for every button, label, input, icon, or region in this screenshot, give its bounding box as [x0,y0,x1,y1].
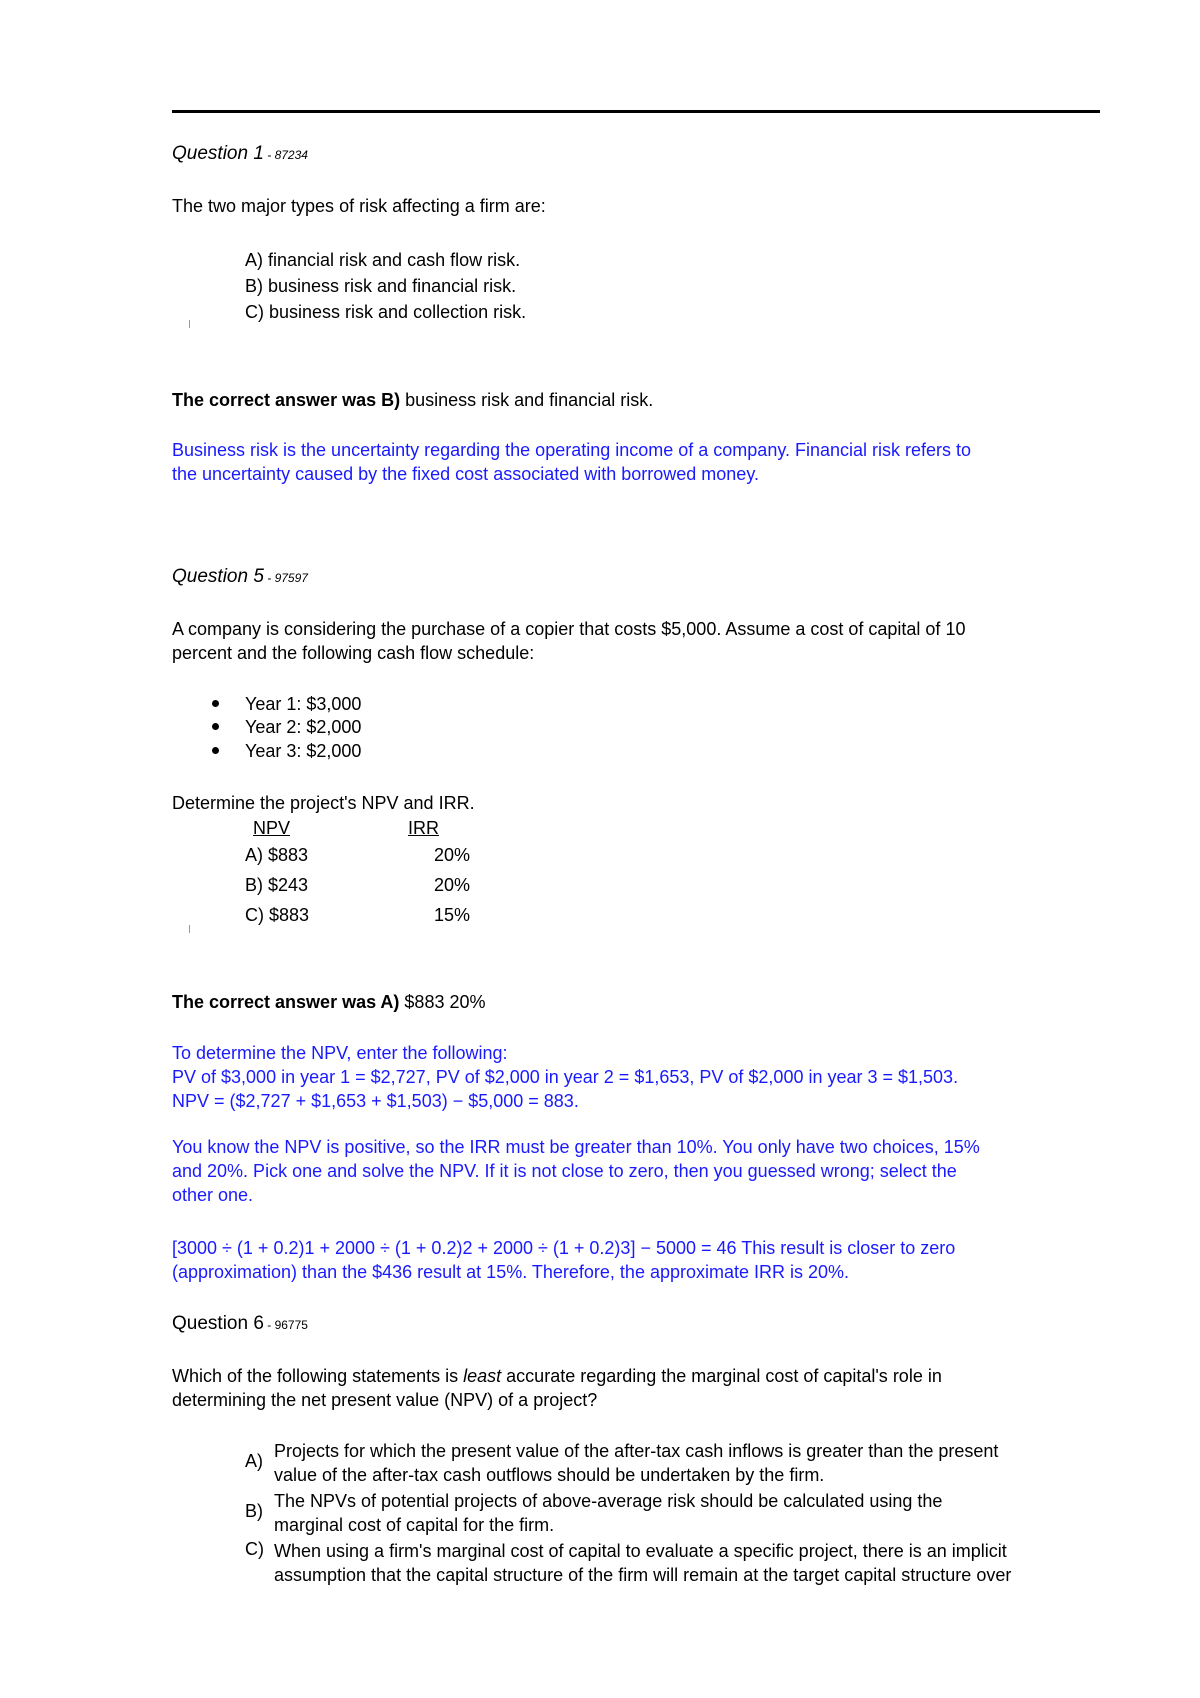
question-6-heading [172,1312,308,1337]
question-5-prompt-line-1: A company is considering the purchase of a copier that costs $5,000. Assume a cost of capital of 10 [172,619,966,639]
question-1-prompt: The two major types of risk affecting a firm are: [172,196,546,216]
bullet-icon [212,700,219,707]
question-5-explanation-3-line-1: [3000 ÷ (1 + 0.2)1 + 2000 ÷ (1 + 0.2)2 + 2000 ÷ (1 + 0.2)3] − 5000 = 46 This result is closer to zero [172,1238,956,1258]
question-5-explanation-1-line-2: PV of $3,000 in year 1 = $2,727, PV of $2,000 in year 2 = $1,653, PV of $2,000 in year 3 = $1,503. [172,1067,959,1087]
question-1-option-a: A) financial risk and cash flow risk. [245,250,521,270]
question-6-option-c-line-2: assumption that the capital structure of the firm will remain at the target capital structure over [274,1565,1012,1585]
question-6-prompt-line-1 [172,1364,942,1388]
question-6-prompt-emphasis: least [463,1366,502,1386]
question-1-explanation-line-1: Business risk is the uncertainty regarding the operating income of a company. Financial risk refers to [172,440,972,460]
question-5-bullet-3: Year 3: $2,000 [245,741,362,761]
question-1-explanation-line-2: the uncertainty caused by the fixed cost associated with borrowed money. [172,464,759,484]
question-5-label: Question 5 [172,566,264,587]
question-5-answer-text: $883 20% [399,992,486,1012]
top-rule [172,110,1100,113]
question-5-explanation-1-line-1: To determine the NPV, enter the following: [172,1043,508,1063]
question-1-answer-text: business risk and financial risk. [400,390,654,410]
question-6-option-a-line-1: Projects for which the present value of the after-tax cash inflows is greater than the present [274,1441,999,1461]
option-marker [189,320,190,328]
question-6-id: - 96775 [263,1318,308,1332]
bullet-icon [212,723,219,730]
question-5-explanation-2-line-3: other one. [172,1185,254,1205]
question-5-answer [172,990,486,1014]
question-5-explanation-3-line-2: (approximation) than the $436 result at 15%. Therefore, the approximate IRR is 20%. [172,1262,850,1282]
question-5-explanation-2-line-1: You know the NPV is positive, so the IRR must be greater than 10%. You only have two choices, 15% [172,1137,980,1157]
question-1-option-c: C) business risk and collection risk. [245,302,527,322]
option-marker [189,925,190,933]
question-5-explanation-2-line-2: and 20%. Pick one and solve the NPV. If it is not close to zero, then you guessed wrong; select the [172,1161,957,1181]
question-6-prompt-line-2: determining the net present value (NPV) of a project? [172,1390,598,1410]
question-5-option-b-npv: B) $243 [245,875,309,895]
question-6-option-a-line-2: value of the after-tax cash outflows should be undertaken by the firm. [274,1465,825,1485]
question-6-label: Question 6 [172,1313,264,1334]
question-5-answer-prefix: The correct answer was A) [172,992,400,1012]
question-5-bullet-1: Year 1: $3,000 [245,694,362,714]
question-5-prompt-line-2: percent and the following cash flow schedule: [172,643,535,663]
question-6-option-a-label: A) [245,1451,263,1471]
question-6-option-c-label: C) [245,1539,264,1559]
question-5-determine: Determine the project's NPV and IRR. [172,793,475,813]
question-5-option-c-npv: C) $883 [245,905,310,925]
bullet-icon [212,747,219,754]
question-5-heading [172,565,308,590]
question-5-id: - 97597 [263,571,308,585]
question-5-option-a-npv: A) $883 [245,845,309,865]
question-6-option-b-line-2: marginal cost of capital for the firm. [274,1515,555,1535]
question-1-heading [172,142,308,167]
question-5-bullet-2: Year 2: $2,000 [245,717,362,737]
question-6-option-c-line-1: When using a firm's marginal cost of capital to evaluate a specific project, there is an implicit [274,1541,1007,1561]
question-6-option-b-line-1: The NPVs of potential projects of above-average risk should be calculated using the [274,1491,943,1511]
question-5-option-b-irr: 20% [434,875,471,895]
question-5-option-c-irr: 15% [434,905,471,925]
question-1-id: - 87234 [263,148,308,162]
npv-column-header: NPV [253,818,291,838]
question-5-option-a-irr: 20% [434,845,471,865]
question-6-prompt-pre: Which of the following statements is [172,1366,464,1386]
question-6-prompt-post: accurate regarding the marginal cost of capital's role in [501,1366,942,1386]
question-1-label: Question 1 [172,143,264,164]
question-1-answer [172,388,653,412]
question-1-option-b: B) business risk and financial risk. [245,276,517,296]
question-6-option-b-label: B) [245,1501,263,1521]
irr-column-header: IRR [408,818,439,838]
question-1-answer-prefix: The correct answer was B) [172,390,401,410]
question-5-explanation-1-line-3: NPV = ($2,727 + $1,653 + $1,503) − $5,000 = 883. [172,1091,579,1111]
